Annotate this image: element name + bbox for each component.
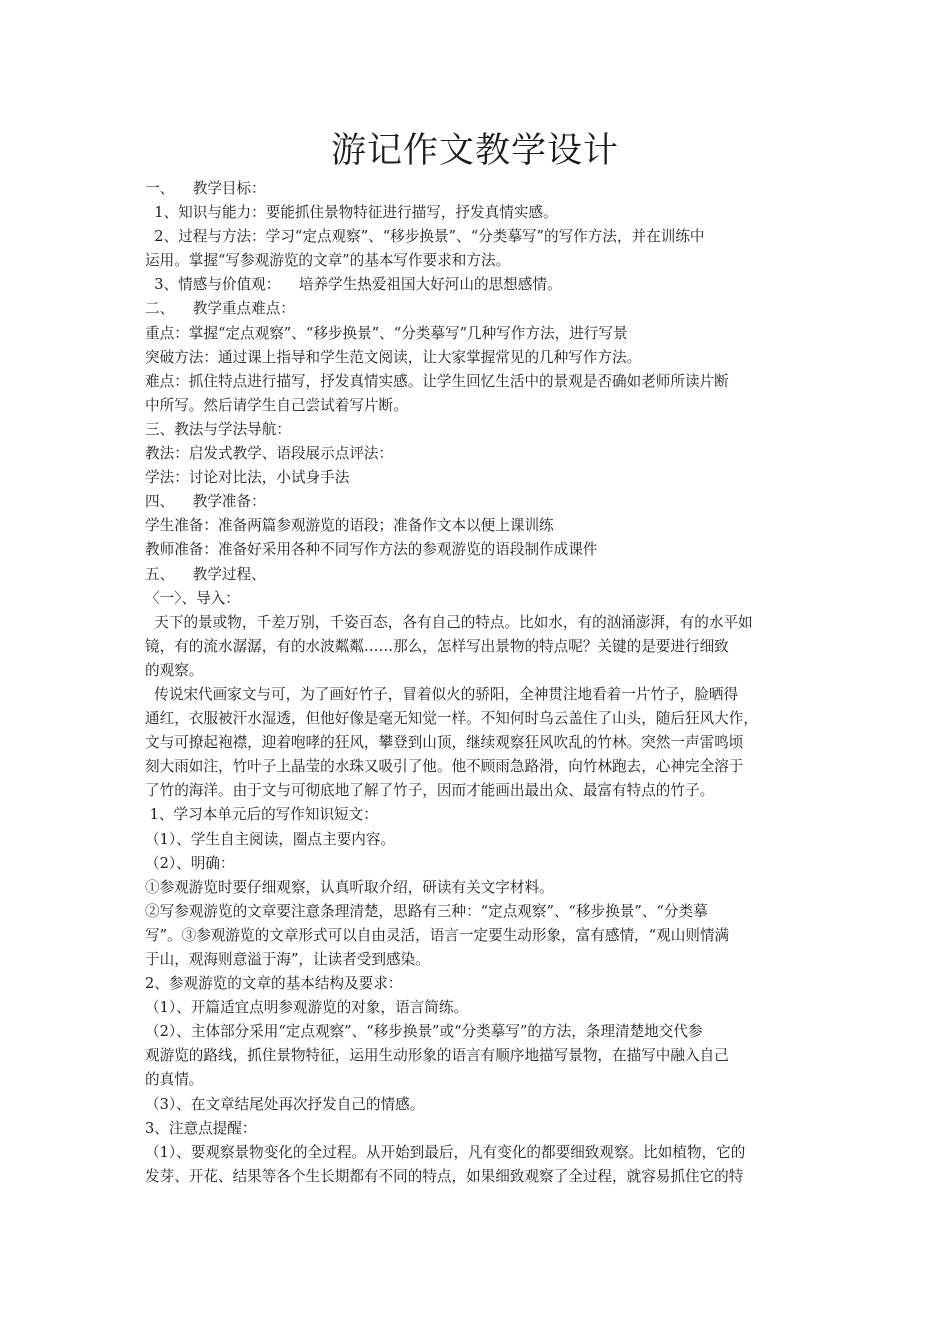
text-line: 教师准备：准备好采用各种不同写作方法的参观游览的语段制作成课件 [145, 541, 598, 559]
text-line: 〈一〉、导入： [145, 589, 240, 607]
text-line: 四、 教学准备： [145, 493, 266, 511]
text-line: 2、过程与方法：学习“定点观察”、“移步换景”、“分类摹写”的写作方法，并在训练中 [145, 228, 705, 246]
text-line: 二、 教学重点难点： [145, 300, 295, 318]
text-line: 镜，有的流水潺潺，有的水波粼粼……那么，怎样写出景物的特点呢？关键的是要进行细致 [145, 637, 729, 655]
text-line: 写”。③参观游览的文章形式可以自由灵活，语言一定要生动形象，富有感情，“观山则情满 [145, 926, 730, 944]
text-line: 一、 教学目标： [145, 180, 266, 197]
text-line: 五、 教学过程、 [145, 565, 266, 583]
text-line: （2）、明确： [145, 854, 235, 872]
document-body [145, 177, 810, 1189]
text-line: 2、参观游览的文章的基本结构及要求： [145, 975, 403, 993]
text-line: 的真情。 [145, 1071, 204, 1089]
text-line: 3、情感与价值观： 培养学生热爱祖国大好河山的思想感情。 [145, 276, 562, 294]
text-line: 运用。掌握“写参观游览的文章”的基本写作要求和方法。 [145, 252, 511, 270]
text-line: 教法：启发式教学、语段展示点评法： [145, 445, 394, 463]
text-line: 1、学习本单元后的写作知识短文： [145, 806, 378, 824]
text-line: （1）、要观察景物变化的全过程。从开始到最后，凡有变化的都要细致观察。比如植物，它的 [145, 1143, 746, 1161]
text-line: （3）、在文章结尾处再次抒发自己的情感。 [145, 1095, 425, 1113]
text-line: 刻大雨如注，竹叶子上晶莹的水珠又吸引了他。他不顾雨急路滑，向竹林跑去，心神完全溶于 [145, 758, 744, 776]
text-line: 重点：掌握“定点观察”、“移步换景”、“分类摹写”几种写作方法，进行写景 [145, 324, 628, 342]
text-line: 学生准备：准备两篇参观游览的语段；准备作文本以便上课训练 [145, 517, 554, 535]
text-line: 于山，观海则意溢于海”，让读者受到感染。 [145, 951, 430, 968]
text-line: 天下的景或物，千差万别，千姿百态，各有自己的特点。比如水，有的汹涌澎湃，有的水平如 [145, 613, 753, 631]
text-line: （1）、开篇适宜点明参观游览的对象，语言简练。 [145, 999, 469, 1017]
text-line: 3、注意点提醒： [145, 1119, 257, 1137]
text-line: 观游览的路线，抓住景物特征，运用生动形象的语言有顺序地描写景物，在描写中融入自己 [145, 1047, 729, 1065]
text-line: （2）、主体部分采用“定点观察”、“移步换景”或“分类摹写”的方法，条理清楚地交代参 [145, 1023, 703, 1041]
text-line: （1）、学生自主阅读，圈点主要内容。 [145, 830, 396, 848]
text-line: 中所写。然后请学生自己尝试着写片断。 [145, 396, 408, 414]
text-line: ②写参观游览的文章要注意条理清楚，思路有三种：“定点观察”、“移步换景”、“分类摹 [145, 902, 708, 920]
text-line: 发芽、开花、结果等各个生长期都有不同的特点，如果细致观察了全过程，就容易抓住它的特 [145, 1167, 744, 1185]
text-line: 传说宋代画家文与可，为了画好竹子，冒着似火的骄阳，全神贯注地看着一片竹子，脸晒得 [145, 685, 739, 703]
text-line: 学法：讨论对比法，小试身手法 [145, 469, 350, 487]
document-title: 游记作文教学设计 [330, 131, 619, 171]
text-line: 文与可撩起袍襟，迎着咆哮的狂风，攀登到山顶，继续观察狂风吹乱的竹林。突然一声雷鸣顷 [145, 734, 744, 752]
text-line: 三、教法与学法导航： [145, 420, 291, 438]
text-line: 通红，衣服被汗水湿透，但他好像是毫无知觉一样。不知何时乌云盖住了山头，随后狂风大作， [145, 710, 758, 728]
text-line: 的观察。 [145, 661, 204, 679]
text-line: ①参观游览时要仔细观察，认真听取介绍，研读有关文字材料。 [145, 878, 554, 896]
text-line: 了竹的海洋。由于文与可彻底地了解了竹子，因而才能画出最出众、最富有特点的竹子。 [145, 782, 715, 800]
text-line: 突破方法：通过课上指导和学生范文阅读，让大家掌握常见的几种写作方法。 [145, 348, 642, 366]
text-line: 难点：抓住特点进行描写，抒发真情实感。让学生回忆生活中的景观是否确如老师所读片断 [145, 372, 729, 390]
text-line: 1、知识与能力：要能抓住景物特征进行描写，抒发真情实感。 [145, 204, 558, 222]
